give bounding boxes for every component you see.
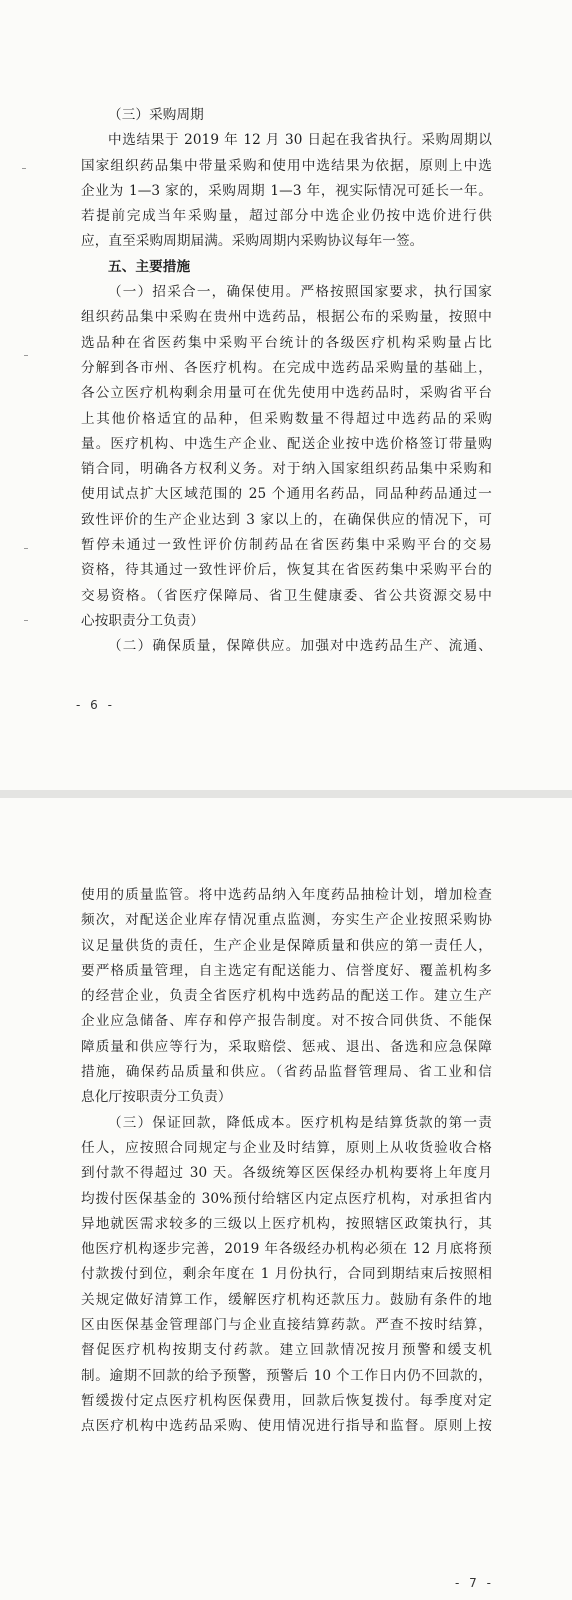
page-6-text (81, 103, 492, 660)
text-line: 企业为 1—3 家的，采购周期 1—3 年，视实际情况可延长一年。 (81, 182, 492, 199)
text-line: 频次，对配送企业库存情况重点监测，夯实生产企业按照采购协 (81, 912, 492, 929)
text-line: 关规定做好清算工作，缓解医疗机构还款压力。鼓励有条件的地 (81, 1291, 492, 1308)
text-line: 企业应急储备、库存和停产报告制度。对不按合同供货、不能保 (81, 1013, 492, 1030)
text-line: 心按职责分工负责） (81, 612, 205, 629)
text-line: 他医疗机构逐步完善，2019 年各级经办机构必须在 12 月底将预 (81, 1241, 492, 1258)
scan-mark (24, 620, 28, 621)
page-7-text (81, 883, 492, 1440)
text-line: （二）确保质量，保障供应。加强对中选药品生产、流通、 (108, 638, 492, 655)
text-line: 若提前完成当年采购量，超过部分中选企业仍按中选价进行供 (81, 208, 492, 225)
text-line: 资格，待其通过一致性评价后，恢复其在省医药集中采购平台的 (81, 562, 492, 579)
text-line: 上其他价格适宜的品种，但采购数量不得超过中选药品的采购 (81, 410, 492, 427)
text-line: 制。逾期不回款的给予预警，预警后 10 个工作日内仍不回款的， (81, 1367, 492, 1384)
section-heading-main-measures: 五、主要措施 (108, 258, 191, 275)
scan-mark (22, 168, 26, 169)
text-line: 使用的质量监管。将中选药品纳入年度药品抽检计划，增加检查 (81, 887, 492, 903)
page-number: - 7 - (455, 1576, 494, 1590)
text-line: 各公立医疗机构剩余用量可在优先使用中选药品时，采购省平台 (81, 385, 492, 402)
text-line: 使用试点扩大区域范围的 25 个通用名药品，同品种药品通过一 (81, 486, 492, 503)
subheading-purchase-period: （三）采购周期 (108, 107, 204, 123)
text-line: 组织药品集中采购在贵州中选药品，根据公布的采购量，按照中 (81, 309, 492, 326)
text-line: 量。医疗机构、中选生产企业、配送企业按中选价格签订带量购 (81, 435, 492, 452)
text-line: 异地就医需求较多的三级以上医疗机构，按照辖区政策执行，其 (81, 1215, 492, 1232)
text-line: 销合同，明确各方权利义务。对于纳入国家组织药品集中采购和 (81, 461, 492, 478)
text-line: 措施，确保药品质量和供应。（省药品监督管理局、省工业和信 (81, 1064, 492, 1081)
scan-mark (24, 548, 28, 549)
text-line: 要严格质量管理，自主选定有配送能力、信誉度好、覆盖机构多 (81, 962, 492, 979)
text-line: 到付款不得超过 30 天。各级统筹区医保经办机构要将上年度月 (81, 1165, 492, 1182)
text-line: 暂缓拨付定点医疗机构医保费用，回款后恢复拨付。每季度对定 (81, 1392, 492, 1409)
text-line: 点医疗机构中选药品采购、使用情况进行指导和监督。原则上按 (81, 1418, 492, 1435)
text-line: 致性评价的生产企业达到 3 家以上的，在确保供应的情况下，可 (81, 511, 492, 528)
text-line: 国家组织药品集中带量采购和使用中选结果为依据，原则上中选 (81, 157, 492, 174)
document-page-6 (0, 0, 572, 790)
text-line: 分解到各市州、各医疗机构。在完成中选药品采购量的基础上， (81, 359, 492, 376)
scan-mark (24, 355, 28, 356)
text-line: 应，直至采购周期届满。采购周期内采购协议每年一签。 (81, 233, 424, 250)
text-line: 障质量和供应等行为，采取赔偿、惩戒、退出、备选和应急保障 (81, 1038, 492, 1055)
text-line: 中选结果于 2019 年 12 月 30 日起在我省执行。采购周期以 (108, 132, 492, 149)
text-line: 暂停未通过一致性评价仿制药品在省医药集中采购平台的交易 (81, 537, 492, 554)
text-line: 任人，应按照合同规定与企业及时结算，原则上从收货验收合格 (81, 1139, 492, 1156)
document-page-7 (0, 798, 572, 1600)
text-line: 交易资格。（省医疗保障局、省卫生健康委、省公共资源交易中 (81, 587, 492, 604)
page-number: - 6 - (76, 698, 115, 712)
text-line: 的经营企业，负责全省医疗机构中选药品的配送工作。建立生产 (81, 988, 492, 1005)
text-line: 议足量供货的责任，生产企业是保障质量和供应的第一责任人， (81, 937, 492, 954)
text-line: （三）保证回款，降低成本。医疗机构是结算货款的第一责 (108, 1114, 492, 1131)
text-line: 区由医保基金管理部门与企业直接结算药款。严查不按时结算， (81, 1317, 492, 1334)
text-line: 付款拨付到位，剩余年度在 1 月份执行，合同到期结束后按照相 (81, 1266, 492, 1283)
text-line: 督促医疗机构按期支付药款。建立回款情况按月预警和缓支机 (81, 1342, 492, 1359)
page-separator (0, 790, 572, 798)
text-line: 均拨付医保基金的 30%预付给辖区内定点医疗机构，对承担省内 (81, 1190, 492, 1207)
text-line: 息化厅按职责分工负责） (81, 1089, 232, 1106)
text-line: （一）招采合一，确保使用。严格按照国家要求，执行国家 (108, 284, 492, 301)
text-line: 选品种在省医药集中采购平台统计的各级医疗机构采购量占比 (81, 334, 492, 351)
